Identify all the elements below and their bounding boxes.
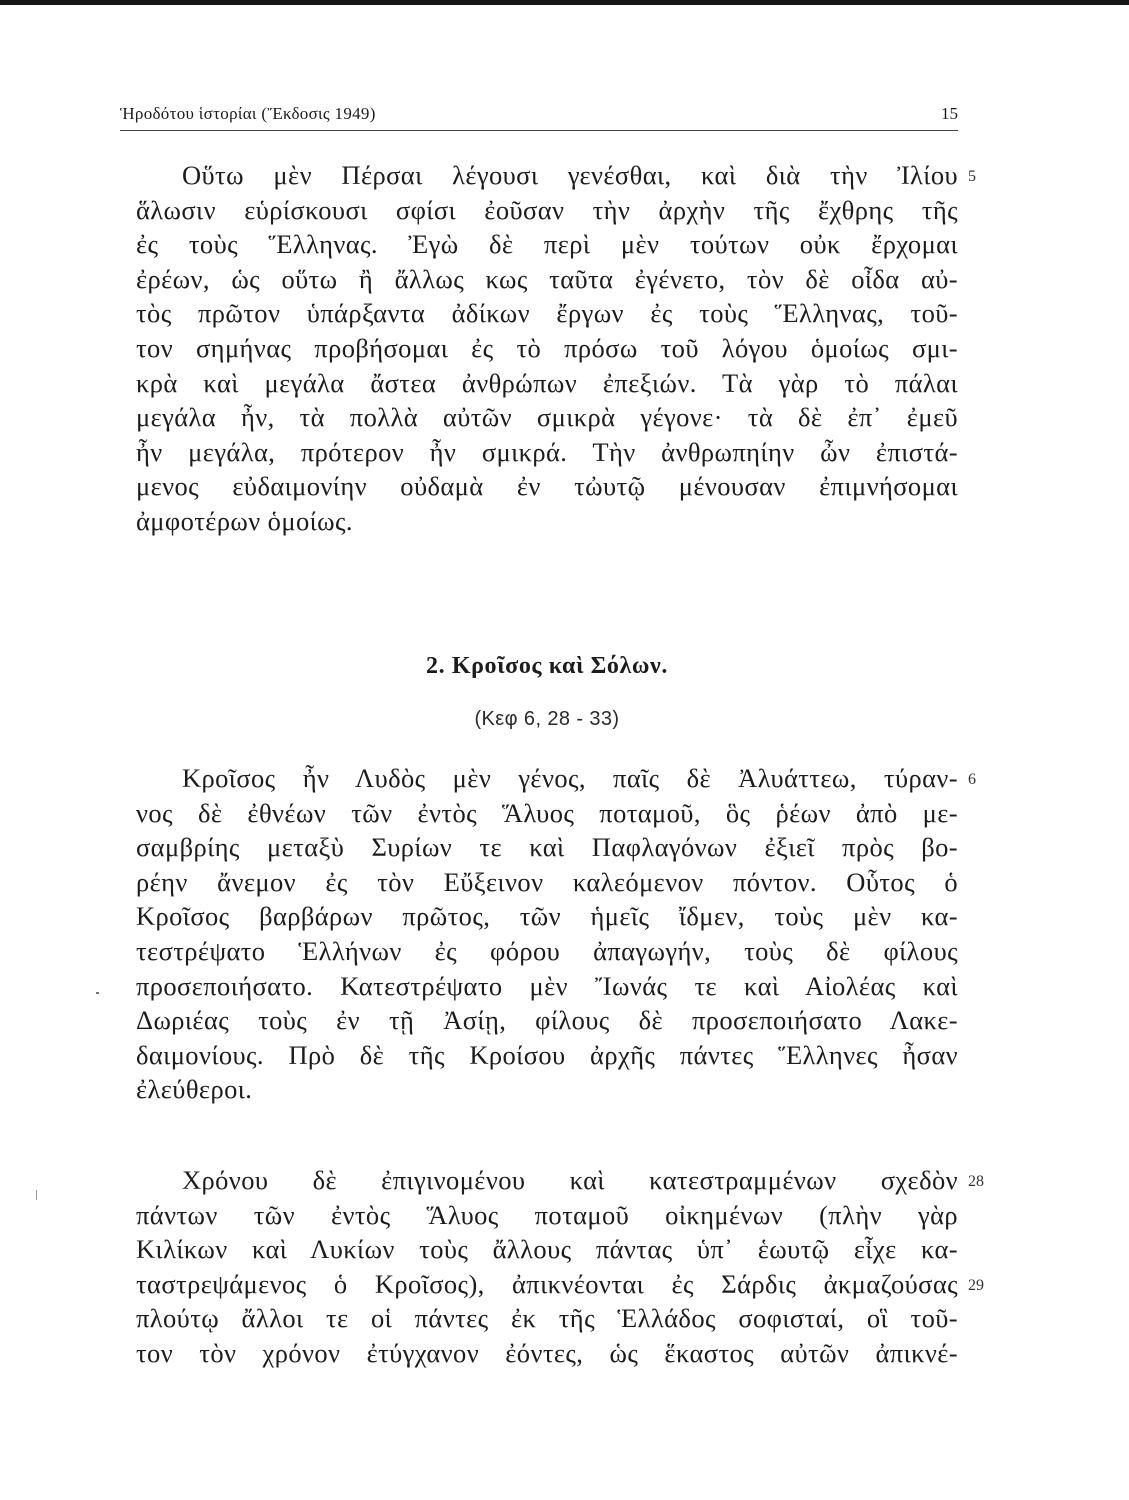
text-line: Χρόνου δὲ ἐπιγινομένου καὶ κατεστραμμένων σχεδὸν 28 <box>136 1163 958 1198</box>
text-line: μενος εὐδαιμονίην οὐδαμὰ ἐν τὠυτῷ μένουσαν ἐπιμνήσομαι <box>136 471 958 502</box>
margin-chapter-number: 28 <box>968 1173 984 1190</box>
text-line: ἅλωσιν εὑρίσκουσι σφίσι ἐοῦσαν τὴν ἀρχὴν τῆς ἔχθρης τῆς <box>136 194 958 225</box>
text-line: ἐρέων, ὡς οὕτω ἢ ἄλλως κως ταῦτα ἐγένετο, τὸν δὲ οἶδα αὐ- <box>136 263 958 294</box>
paragraph-3 <box>136 1163 984 1371</box>
running-header <box>120 104 958 131</box>
text-line: τον τὸν χρόνον ἐτύγχανον ἐόντες, ὡς ἕκαστος αὐτῶν ἀπικνέ- <box>136 1337 958 1368</box>
paragraph-1 <box>136 158 976 539</box>
text-line: Κροῖσος βαρβάρων πρῶτος, τῶν ἡμεῖς ἴδμεν, τοὺς μὲν κα- <box>136 901 958 932</box>
text-line: πάντων τῶν ἐντὸς Ἅλυος ποταμοῦ οἰκημένων (πλὴν γὰρ <box>136 1199 958 1230</box>
text-line: τον σημήνας προβήσομαι ἐς τὸ πρόσω τοῦ λόγου ὁμοίως σμι- <box>136 332 958 363</box>
text-line: Κροῖσος ἦν Λυδὸς μὲν γένος, παῖς δὲ Ἀλυάττεω, τύραν- 6 <box>136 761 958 796</box>
paragraph-2 <box>136 761 976 1107</box>
text-line: πλούτῳ ἄλλοι τε οἱ πάντες ἐκ τῆς Ἑλλάδος σοφισταί, οἳ τοῦ- <box>136 1303 958 1334</box>
page-number: 15 <box>941 104 958 123</box>
header-title: Ἡροδότου ἱστορίαι (Ἔκδοσις 1949) <box>120 104 376 123</box>
text-line: ἐλεύθεροι. <box>136 1074 253 1105</box>
text-line: δαιμονίους. Πρὸ δὲ τῆς Κροίσου ἀρχῆς πάντες Ἕλληνες ἦσαν <box>136 1039 958 1070</box>
text-line: τὸς πρῶτον ὑπάρξαντα ἀδίκων ἔργων ἐς τοὺς Ἕλληνας, τοῦ- <box>136 298 958 329</box>
text-line: προσεποιήσατο. Κατεστρέψατο μὲν Ἴωνάς τε καὶ Αἰολέας καὶ <box>136 970 958 1001</box>
text-line: σαμβρίης μεταξὺ Συρίων τε καὶ Παφλαγόνων ἐξιεῖ πρὸς βο- <box>136 832 958 863</box>
text-line: ρέην ἄνεμον ἐς τὸν Εὔξεινον καλεόμενον πόντον. Οὗτος ὁ <box>136 866 958 897</box>
text-line: κρὰ καὶ μεγάλα ἄστεα ἀνθρώπων ἐπεξιών. Τὰ γὰρ τὸ πάλαι <box>136 367 958 398</box>
text-line: μεγάλα ἦν, τὰ πολλὰ αὐτῶν σμικρὰ γέγονε· τὰ δὲ ἐπ᾽ ἐμεῦ <box>136 402 958 433</box>
margin-chapter-number: 29 <box>968 1276 984 1294</box>
scan-speck <box>36 1190 37 1200</box>
text-line: ἐς τοὺς Ἕλληνας. Ἐγὼ δὲ περὶ μὲν τούτων οὐκ ἔρχομαι <box>136 229 958 260</box>
text-line: ἦν μεγάλα, πρότερον ἦν σμικρά. Τὴν ἀνθρωπηίην ὦν ἐπιστά- <box>136 436 958 467</box>
margin-chapter-number: 5 <box>968 168 976 185</box>
text-line: Κιλίκων καὶ Λυκίων τοὺς ἄλλους πάντας ὑπ᾽ ἑωυτῷ εἶχε κα- <box>136 1234 958 1265</box>
text-line: Οὕτω μὲν Πέρσαι λέγουσι γενέσθαι, καὶ διὰ τὴν Ἰλίου 5 <box>136 158 958 193</box>
chapter-reference: (Κεφ 6, 28 - 33) <box>474 708 620 730</box>
scan-top-edge <box>0 0 1129 5</box>
text-line: τεστρέψατο Ἑλλήνων ἐς φόρου ἀπαγωγήν, τοὺς δὲ φίλους <box>136 935 958 966</box>
margin-chapter-number: 6 <box>968 771 976 788</box>
section-heading: 2. Κροῖσος καὶ Σόλων. <box>426 653 668 679</box>
text-line: ταστρεψάμενος ὁ Κροῖσος), ἀπικνέονται ἐς Σάρδις ἀκμαζούσας 29 <box>136 1267 958 1302</box>
text-line: νος δὲ ἐθνέων τῶν ἐντὸς Ἅλυος ποταμοῦ, ὃς ῥέων ἀπὸ με- <box>136 797 958 828</box>
scan-speck <box>96 992 99 994</box>
text-line: ἀμφοτέρων ὁμοίως. <box>136 505 353 536</box>
text-line: Δωριέας τοὺς ἐν τῇ Ἀσίῃ, φίλους δὲ προσεποιήσατο Λακε- <box>136 1005 958 1036</box>
